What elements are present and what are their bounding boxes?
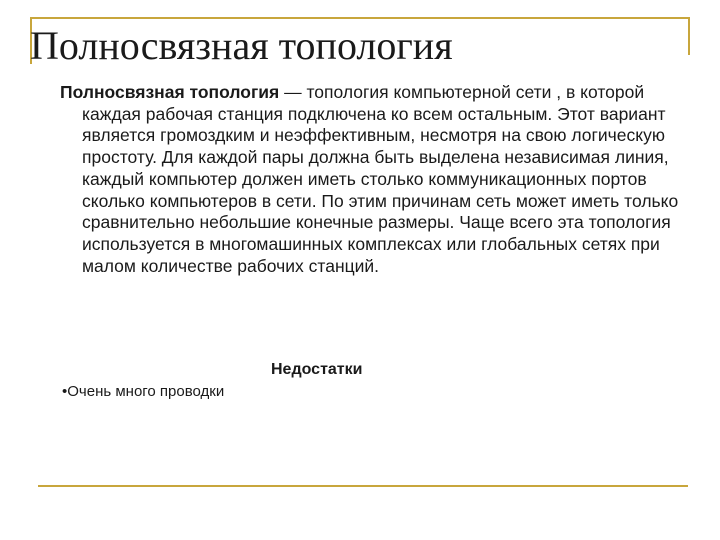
- frame-line-right: [688, 17, 690, 55]
- definition-paragraph: [60, 82, 682, 277]
- definition-text: — топология компьютерной сети , в которой каждая рабочая станция подключена ко всем остальным. Этот вариант является громоздким и неэффективным, несмотря на свою логическую простоту. Для каждой пары должна быть выделена независимая линия, каждый компьютер должен иметь столько коммуникационных портов сколько компьютеров в сети. По этим причинам сеть может иметь только сравнительно небольшие конечные размеры. Чаще всего эта топология используется в многомашинных комплексах или глобальных сетях при малом количестве рабочих станций.: [82, 82, 679, 276]
- slide-title: Полносвязная топология: [30, 23, 453, 68]
- disadvantage-item: •Очень много проводки: [62, 383, 225, 400]
- disadvantages-heading: Недостатки: [271, 361, 363, 378]
- frame-line-top: [30, 17, 690, 19]
- frame-line-bottom: [38, 485, 688, 487]
- definition-term: Полносвязная топология: [60, 82, 280, 102]
